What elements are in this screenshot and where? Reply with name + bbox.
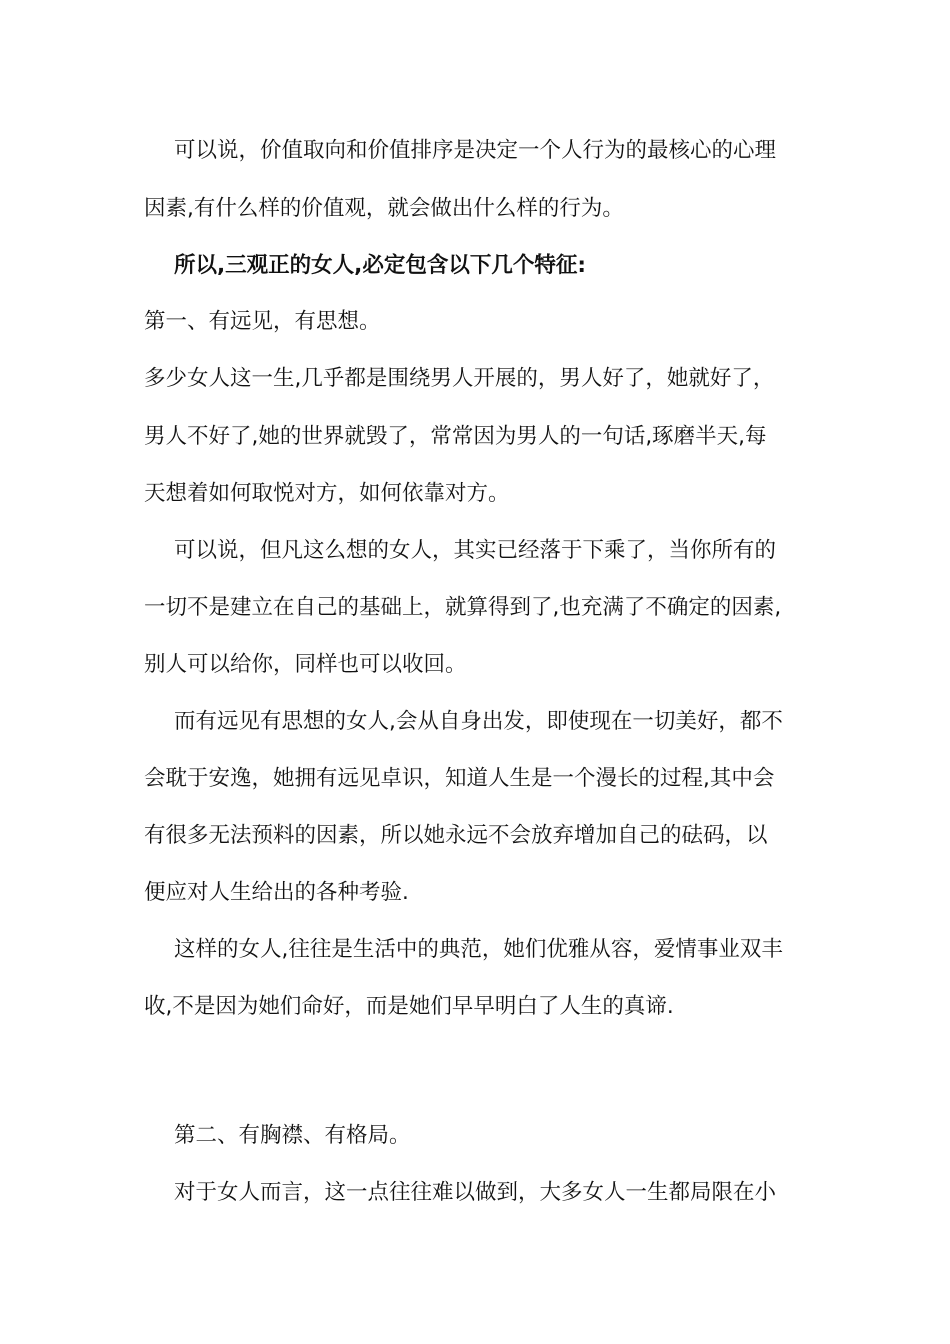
section-heading-second: 第二、有胸襟、有格局。 [174, 1123, 411, 1148]
text-line-18: 对于女人而言，这一点往往难以做到，大多女人一生都局限在小 [174, 1180, 777, 1205]
text-line-6: 男人不好了,她的世界就毁了，常常因为男人的一句话,琢磨半天,每 [144, 424, 767, 449]
text-line-2: 因素,有什么样的价值观，就会做出什么样的行为。 [144, 196, 624, 221]
text-line-14: 便应对人生给出的各种考验. [144, 880, 409, 905]
text-line-1: 可以说，价值取向和价值排序是决定一个人行为的最核心的心理 [174, 138, 777, 163]
text-line-7: 天想着如何取悦对方，如何依靠对方。 [144, 481, 510, 506]
text-line-12: 会耽于安逸，她拥有远见卓识，知道人生是一个漫长的过程,其中会 [144, 766, 775, 791]
section-intro-heading: 所以,三观正的女人,必定包含以下几个特征: [174, 253, 586, 278]
text-line-10: 别人可以给你，同样也可以收回。 [144, 652, 467, 677]
section-heading-first: 第一、有远见，有思想。 [144, 309, 381, 334]
text-line-5: 多少女人这一生,几乎都是围绕男人开展的，男人好了，她就好了， [144, 366, 775, 391]
text-line-8: 可以说，但凡这么想的女人，其实已经落于下乘了，当你所有的 [174, 538, 777, 563]
text-line-13: 有很多无法预料的因素，所以她永远不会放弃增加自己的砝码，以 [144, 823, 768, 848]
text-line-11: 而有远见有思想的女人,会从自身出发，即使现在一切美好，都不 [174, 709, 783, 734]
text-line-9: 一切不是建立在自己的基础上，就算得到了,也充满了不确定的因素, [144, 595, 782, 620]
text-line-15: 这样的女人,往往是生活中的典范，她们优雅从容，爱情事业双丰 [174, 937, 783, 962]
text-line-16: 收,不是因为她们命好，而是她们早早明白了人生的真谛. [144, 994, 674, 1019]
